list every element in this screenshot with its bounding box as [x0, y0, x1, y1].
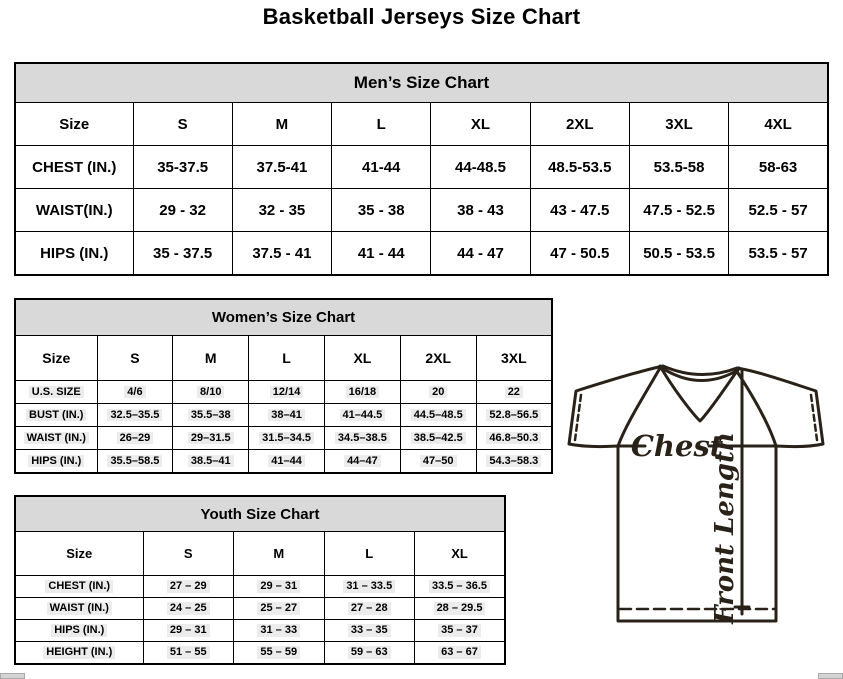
front-length-label: Front Length [710, 432, 740, 624]
mens-cell: 53.5 - 57 [729, 232, 828, 276]
womens-header-cell: S [97, 336, 173, 381]
womens-cell: 20 [400, 381, 476, 404]
womens-cell: 12/14 [249, 381, 325, 404]
page-title: Basketball Jerseys Size Chart [262, 4, 581, 29]
womens-row-label: BUST (IN.) [15, 404, 97, 427]
youth-cell: 33.5 – 36.5 [415, 576, 506, 598]
youth-header-row [15, 532, 505, 576]
mens-chest-row [15, 146, 828, 189]
womens-header-row [15, 336, 552, 381]
womens-cell: 35.5–38 [173, 404, 249, 427]
mens-header-cell: 4XL [729, 103, 828, 146]
youth-header-cell: XL [415, 532, 506, 576]
womens-hips-row [15, 450, 552, 474]
youth-cell: 25 – 27 [234, 598, 325, 620]
mens-table-title: Men’s Size Chart [15, 63, 828, 103]
womens-cell: 38.5–41 [173, 450, 249, 474]
womens-size-table [14, 298, 553, 474]
mens-cell: 53.5-58 [629, 146, 728, 189]
youth-cell: 59 – 63 [324, 642, 415, 665]
youth-cell: 35 – 37 [415, 620, 506, 642]
mens-cell: 43 - 47.5 [530, 189, 629, 232]
womens-cell: 16/18 [324, 381, 400, 404]
mens-cell: 35-37.5 [133, 146, 232, 189]
mens-waist-row [15, 189, 828, 232]
mens-row-label: WAIST(IN.) [15, 189, 133, 232]
mens-cell: 41-44 [332, 146, 431, 189]
youth-cell: 31 – 33.5 [324, 576, 415, 598]
mens-cell: 52.5 - 57 [729, 189, 828, 232]
mens-row-label: HIPS (IN.) [15, 232, 133, 276]
womens-header-cell: Size [15, 336, 97, 381]
mens-table-title-row [15, 63, 828, 103]
mens-row-label: CHEST (IN.) [15, 146, 133, 189]
womens-cell: 34.5–38.5 [324, 427, 400, 450]
womens-header-cell: 2XL [400, 336, 476, 381]
mens-cell: 29 - 32 [133, 189, 232, 232]
mens-cell: 58-63 [729, 146, 828, 189]
womens-cell: 54.3–58.3 [476, 450, 552, 474]
womens-cell: 31.5–34.5 [249, 427, 325, 450]
youth-hips-row [15, 620, 505, 642]
mens-header-cell: 3XL [629, 103, 728, 146]
womens-cell: 26–29 [97, 427, 173, 450]
womens-header-cell: XL [324, 336, 400, 381]
mens-header-cell: L [332, 103, 431, 146]
womens-cell: 38.5–42.5 [400, 427, 476, 450]
womens-cell: 44–47 [324, 450, 400, 474]
youth-cell: 29 – 31 [234, 576, 325, 598]
youth-waist-row [15, 598, 505, 620]
mens-cell: 41 - 44 [332, 232, 431, 276]
youth-row-label: WAIST (IN.) [15, 598, 143, 620]
mens-header-cell: 2XL [530, 103, 629, 146]
youth-row-label: HEIGHT (IN.) [15, 642, 143, 665]
mens-cell: 47.5 - 52.5 [629, 189, 728, 232]
youth-cell: 28 – 29.5 [415, 598, 506, 620]
womens-bust-row [15, 404, 552, 427]
womens-cell: 22 [476, 381, 552, 404]
womens-header-cell: M [173, 336, 249, 381]
womens-us-size-row [15, 381, 552, 404]
horizontal-scrollbar-left-button[interactable] [0, 673, 25, 679]
youth-table-title-row [15, 496, 505, 532]
womens-row-label: U.S. SIZE [15, 381, 97, 404]
youth-header-cell: M [234, 532, 325, 576]
womens-cell: 41–44.5 [324, 404, 400, 427]
youth-table-title: Youth Size Chart [15, 496, 505, 532]
youth-cell: 27 – 28 [324, 598, 415, 620]
mens-cell: 44 - 47 [431, 232, 530, 276]
womens-cell: 47–50 [400, 450, 476, 474]
womens-cell: 4/6 [97, 381, 173, 404]
youth-cell: 29 – 31 [143, 620, 234, 642]
womens-cell: 52.8–56.5 [476, 404, 552, 427]
womens-waist-row [15, 427, 552, 450]
womens-cell: 32.5–35.5 [97, 404, 173, 427]
womens-cell: 35.5–58.5 [97, 450, 173, 474]
womens-cell: 29–31.5 [173, 427, 249, 450]
womens-cell: 44.5–48.5 [400, 404, 476, 427]
mens-header-cell: S [133, 103, 232, 146]
womens-cell: 46.8–50.3 [476, 427, 552, 450]
youth-size-table [14, 495, 506, 665]
womens-row-label: WAIST (IN.) [15, 427, 97, 450]
womens-cell: 8/10 [173, 381, 249, 404]
jersey-measurement-diagram [556, 356, 838, 628]
mens-cell: 44-48.5 [431, 146, 530, 189]
youth-header-cell: S [143, 532, 234, 576]
jersey-outline [569, 366, 823, 621]
youth-cell: 31 – 33 [234, 620, 325, 642]
mens-cell: 35 - 37.5 [133, 232, 232, 276]
mens-header-cell: M [232, 103, 331, 146]
mens-cell: 32 - 35 [232, 189, 331, 232]
womens-row-label: HIPS (IN.) [15, 450, 97, 474]
mens-cell: 35 - 38 [332, 189, 431, 232]
womens-header-cell: L [249, 336, 325, 381]
womens-table-title: Women’s Size Chart [15, 299, 552, 336]
mens-cell: 37.5-41 [232, 146, 331, 189]
mens-hips-row [15, 232, 828, 276]
mens-size-table [14, 62, 829, 276]
chest-label: Chest [630, 429, 724, 463]
youth-height-row [15, 642, 505, 665]
youth-cell: 27 – 29 [143, 576, 234, 598]
mens-header-cell: Size [15, 103, 133, 146]
womens-cell: 38–41 [249, 404, 325, 427]
youth-row-label: CHEST (IN.) [15, 576, 143, 598]
horizontal-scrollbar-right-button[interactable] [818, 673, 843, 679]
youth-chest-row [15, 576, 505, 598]
mens-cell: 50.5 - 53.5 [629, 232, 728, 276]
youth-cell: 51 – 55 [143, 642, 234, 665]
youth-header-cell: L [324, 532, 415, 576]
youth-cell: 55 – 59 [234, 642, 325, 665]
mens-header-cell: XL [431, 103, 530, 146]
womens-header-cell: 3XL [476, 336, 552, 381]
youth-cell: 63 – 67 [415, 642, 506, 665]
youth-header-cell: Size [15, 532, 143, 576]
mens-header-row [15, 103, 828, 146]
mens-cell: 38 - 43 [431, 189, 530, 232]
mens-cell: 47 - 50.5 [530, 232, 629, 276]
mens-cell: 48.5-53.5 [530, 146, 629, 189]
womens-cell: 41–44 [249, 450, 325, 474]
mens-cell: 37.5 - 41 [232, 232, 331, 276]
youth-row-label: HIPS (IN.) [15, 620, 143, 642]
womens-table-title-row [15, 299, 552, 336]
youth-cell: 33 – 35 [324, 620, 415, 642]
youth-cell: 24 – 25 [143, 598, 234, 620]
